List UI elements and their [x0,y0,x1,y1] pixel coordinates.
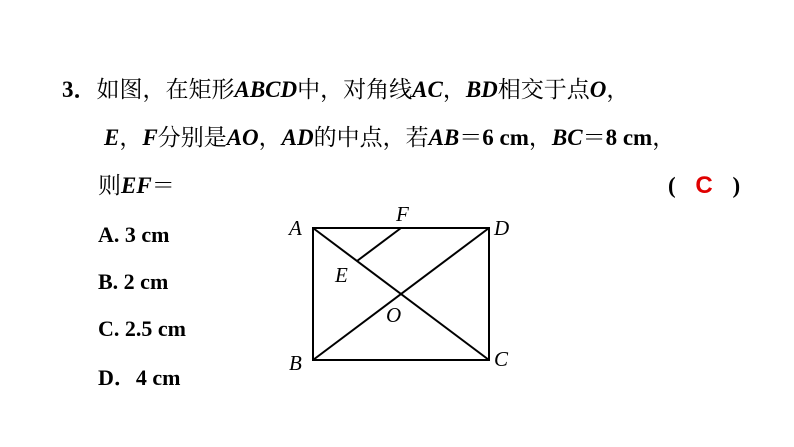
question-line2-segment: 6 cm [482,125,529,150]
answer-paren-close: ) [732,173,741,198]
question-number: 3． [62,77,97,102]
vertex-label-c: C [494,347,509,371]
option-c: C. 2.5 cm [98,316,186,341]
question-line2-segment: AD [281,125,314,150]
option-b: B. 2 cm [98,269,169,294]
question-line1-segment: AC [412,77,443,102]
question-line2-segment: E [104,125,120,150]
question-line2-segment: ， [258,125,282,151]
question-line2-segment: ， [119,125,143,151]
question-line3-segment: EF [121,173,152,198]
question-line1-segment: ABCD [234,77,298,102]
question-line2-segment: ＝ [582,125,606,151]
question-line2-segment: 8 cm [605,125,653,150]
option-a: A. 3 cm [98,222,170,247]
question-line1-segment: 如图，在矩形 [96,77,235,103]
segment-ef [357,228,401,261]
point-label-f: F [396,202,409,226]
question-line1-segment: O [589,77,607,102]
answer-letter: C [695,172,713,199]
question-line2-segment: 分别是 [157,125,227,151]
question-line3-segment: ＝ [151,173,175,199]
question-line2-segment: ， [528,125,552,151]
option-d: D．4 cm [98,365,181,390]
question-line2-segment: F [142,125,158,150]
question-line1-segment: ， [606,77,630,103]
question-line1-segment: 中，对角线 [297,77,413,103]
question-line2-segment: AO [226,125,259,150]
point-label-o: O [386,303,402,327]
question-line2-segment: BC [551,125,583,150]
question-line3-segment: 则 [98,173,121,199]
question-line2-segment: AB [428,125,460,150]
question-line1-segment: BD [465,77,498,102]
vertex-label-a: A [289,216,302,240]
answer-paren-open: ( [668,173,676,198]
question-line2-segment: ＝ [459,125,483,151]
vertex-label-d: D [494,216,510,240]
question-line1-segment: ， [442,77,466,103]
question-line1-segment: 相交于点 [497,77,590,103]
question-line2-segment: 的中点，若 [313,125,429,151]
vertex-label-b: B [289,351,302,375]
point-label-e: E [335,263,348,287]
question-line2-segment: ， [652,125,676,151]
